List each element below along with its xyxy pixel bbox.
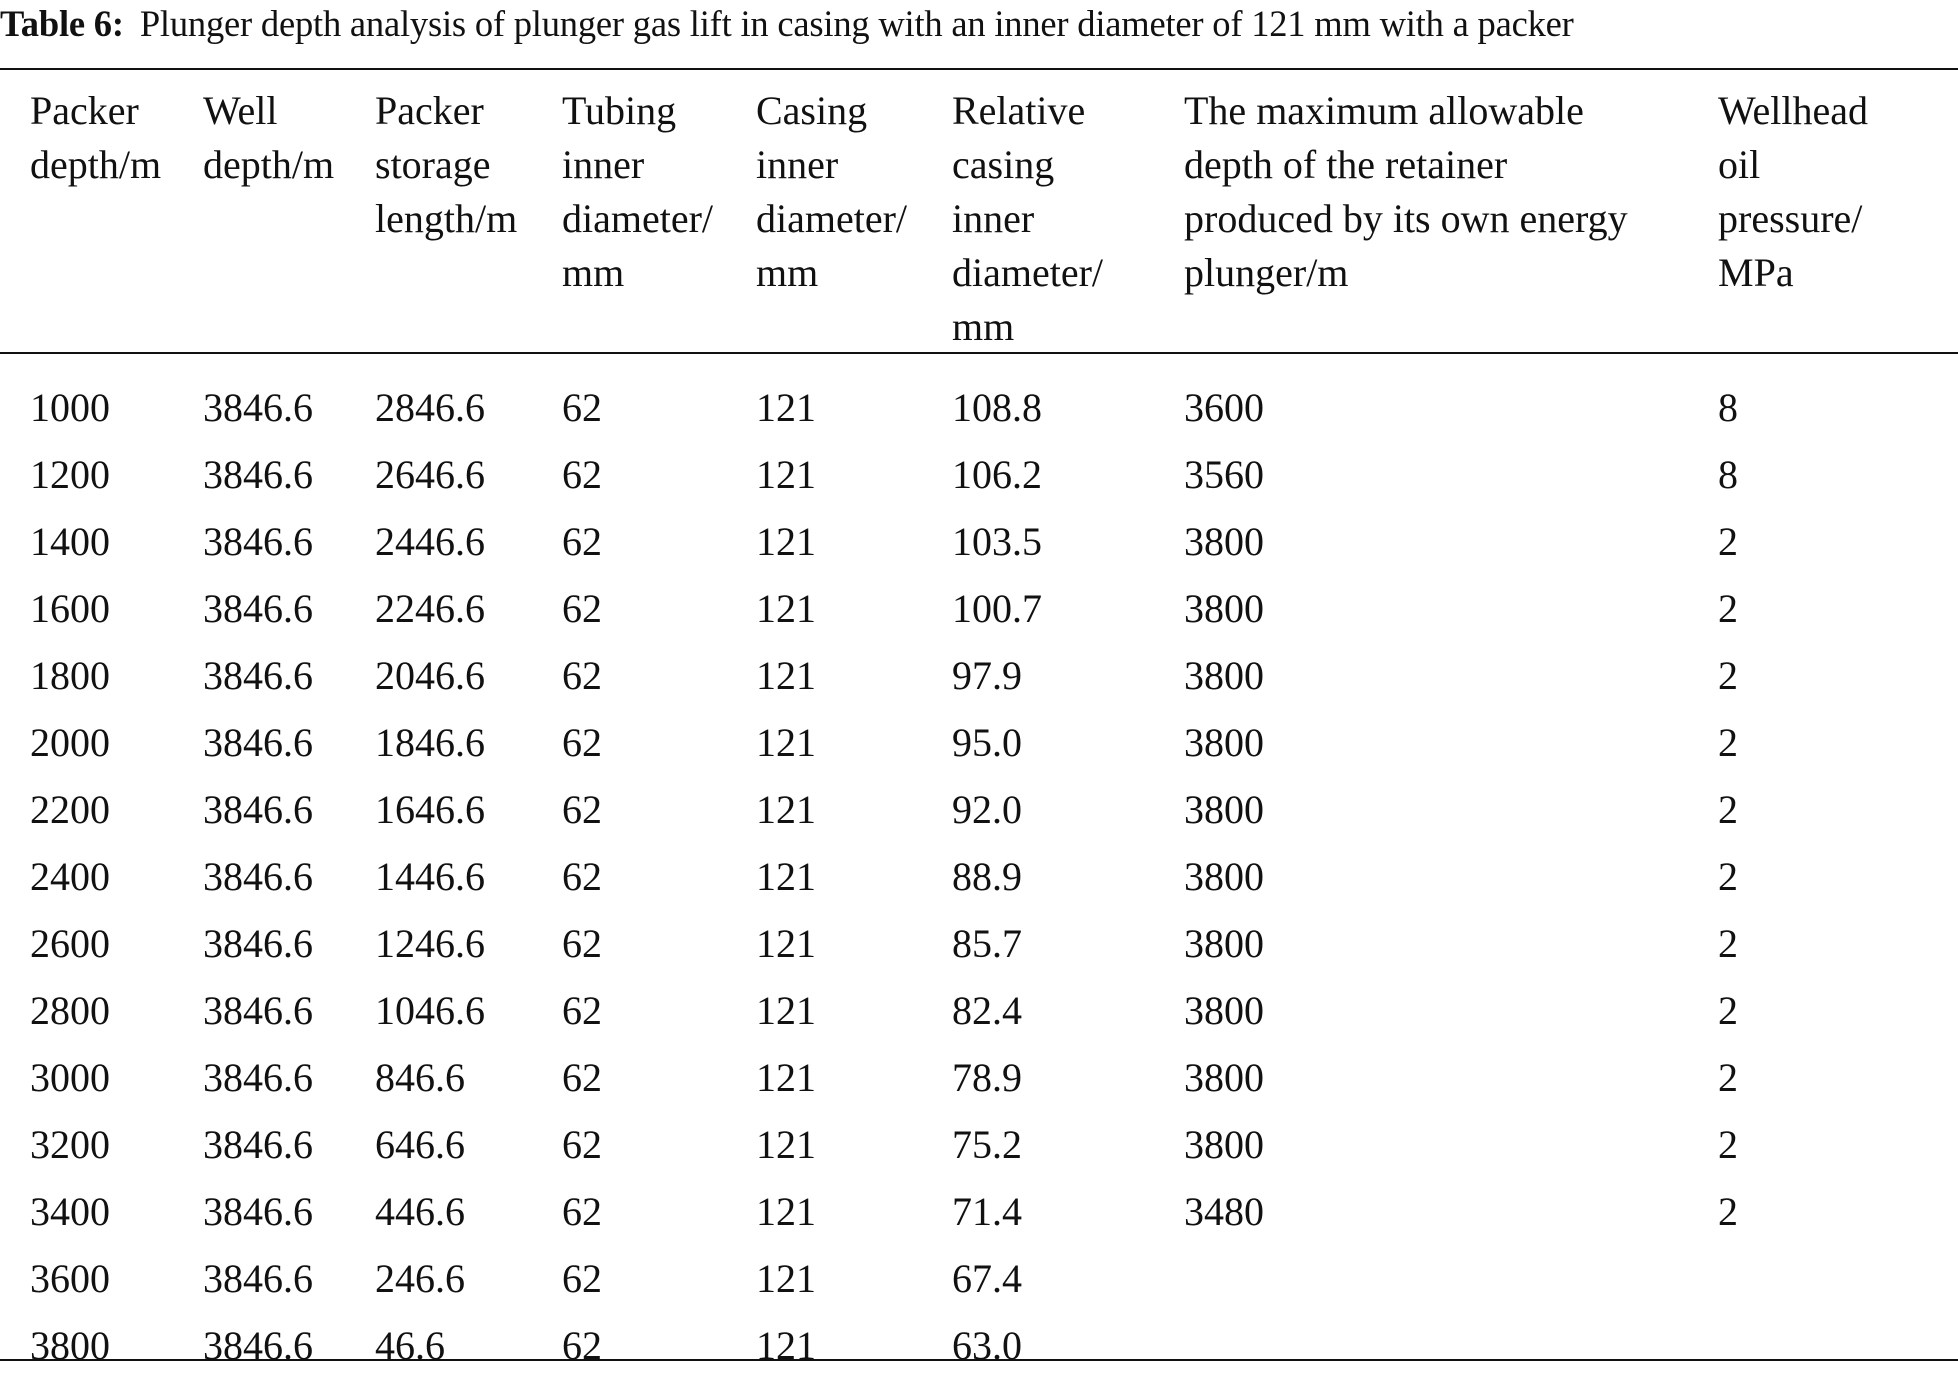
header-line: depth/m xyxy=(30,142,162,187)
table-header xyxy=(0,70,1958,366)
cell-value: 3800 xyxy=(1184,921,1264,966)
cell-value: 2 xyxy=(1718,586,1738,631)
cell-casing-inner-diameter xyxy=(756,977,952,1044)
cell-value: 2 xyxy=(1718,519,1738,564)
cell-well-depth xyxy=(203,910,375,977)
cell-wellhead-oil-pressure xyxy=(1718,642,1958,709)
table-row xyxy=(0,1312,1958,1379)
cell-wellhead-oil-pressure xyxy=(1718,843,1958,910)
cell-casing-inner-diameter xyxy=(756,1245,952,1312)
cell-value: 246.6 xyxy=(375,1256,465,1301)
cell-value: 3846.6 xyxy=(203,519,313,564)
cell-well-depth xyxy=(203,575,375,642)
cell-packer-depth xyxy=(0,1044,203,1111)
cell-packer-storage-length xyxy=(375,366,562,441)
cell-wellhead-oil-pressure xyxy=(1718,977,1958,1044)
data-table xyxy=(0,70,1958,1379)
cell-value: 3800 xyxy=(1184,1122,1264,1167)
header-line: Casing xyxy=(756,88,868,133)
cell-value: 3846.6 xyxy=(203,1189,313,1234)
cell-value: 2 xyxy=(1718,854,1738,899)
cell-max-allowable-retainer-depth xyxy=(1184,1044,1718,1111)
cell-packer-storage-length xyxy=(375,575,562,642)
cell-value: 3846.6 xyxy=(203,787,313,832)
header-packer-storage-length xyxy=(375,70,562,366)
cell-tubing-inner-diameter xyxy=(562,1044,756,1111)
cell-max-allowable-retainer-depth xyxy=(1184,1178,1718,1245)
cell-value: 2 xyxy=(1718,1189,1738,1234)
cell-value: 121 xyxy=(756,1189,816,1234)
cell-wellhead-oil-pressure xyxy=(1718,776,1958,843)
cell-value: 2 xyxy=(1718,921,1738,966)
cell-value: 3846.6 xyxy=(203,1055,313,1100)
cell-value: 106.2 xyxy=(952,452,1042,497)
cell-value: 62 xyxy=(562,854,602,899)
cell-value: 62 xyxy=(562,921,602,966)
cell-packer-storage-length xyxy=(375,1245,562,1312)
cell-packer-depth xyxy=(0,642,203,709)
cell-value: 62 xyxy=(562,720,602,765)
cell-wellhead-oil-pressure xyxy=(1718,508,1958,575)
cell-casing-inner-diameter xyxy=(756,843,952,910)
table-caption xyxy=(0,0,1958,62)
cell-tubing-inner-diameter xyxy=(562,441,756,508)
cell-value: 1846.6 xyxy=(375,720,485,765)
cell-value: 2646.6 xyxy=(375,452,485,497)
table-row xyxy=(0,843,1958,910)
cell-value: 121 xyxy=(756,1055,816,1100)
cell-casing-inner-diameter xyxy=(756,776,952,843)
cell-value: 2846.6 xyxy=(375,385,485,430)
cell-packer-storage-length xyxy=(375,977,562,1044)
table-row xyxy=(0,642,1958,709)
header-line: casing xyxy=(952,142,1055,187)
header-line: mm xyxy=(756,250,819,295)
cell-casing-inner-diameter xyxy=(756,366,952,441)
cell-tubing-inner-diameter xyxy=(562,1312,756,1379)
table-caption-text: Plunger depth analysis of plunger gas lift in casing with an inner diameter of 121 mm with a packer xyxy=(139,3,1574,44)
cell-packer-depth xyxy=(0,1178,203,1245)
header-line: depth of the retainer xyxy=(1184,142,1508,187)
header-line: inner xyxy=(952,196,1035,241)
header-line: storage xyxy=(375,142,491,187)
cell-value: 1400 xyxy=(30,519,110,564)
cell-casing-inner-diameter xyxy=(756,508,952,575)
cell-value: 121 xyxy=(756,586,816,631)
cell-max-allowable-retainer-depth xyxy=(1184,642,1718,709)
cell-value: 3600 xyxy=(30,1256,110,1301)
cell-well-depth xyxy=(203,1178,375,1245)
cell-value: 78.9 xyxy=(952,1055,1022,1100)
cell-value: 46.6 xyxy=(375,1323,445,1368)
header-line: MPa xyxy=(1718,250,1794,295)
cell-max-allowable-retainer-depth xyxy=(1184,366,1718,441)
cell-packer-storage-length xyxy=(375,1111,562,1178)
cell-value: 446.6 xyxy=(375,1189,465,1234)
cell-relative-casing-inner-diameter xyxy=(952,1111,1184,1178)
header-casing-inner-diameter xyxy=(756,70,952,366)
cell-value: 1200 xyxy=(30,452,110,497)
cell-value: 3480 xyxy=(1184,1189,1264,1234)
header-wellhead-oil-pressure xyxy=(1718,70,1958,366)
cell-value: 88.9 xyxy=(952,854,1022,899)
cell-value: 67.4 xyxy=(952,1256,1022,1301)
cell-value: 3800 xyxy=(1184,1055,1264,1100)
cell-value: 3800 xyxy=(1184,586,1264,631)
cell-value: 108.8 xyxy=(952,385,1042,430)
header-line: mm xyxy=(562,250,625,295)
cell-casing-inner-diameter xyxy=(756,1312,952,1379)
header-line: produced by its own energy xyxy=(1184,196,1628,241)
cell-value: 3800 xyxy=(1184,720,1264,765)
cell-value: 3846.6 xyxy=(203,653,313,698)
cell-value: 121 xyxy=(756,988,816,1033)
cell-value: 62 xyxy=(562,385,602,430)
cell-value: 3200 xyxy=(30,1122,110,1167)
cell-relative-casing-inner-diameter xyxy=(952,642,1184,709)
cell-value: 121 xyxy=(756,854,816,899)
cell-tubing-inner-diameter xyxy=(562,575,756,642)
header-line: Well xyxy=(203,88,278,133)
cell-value: 3846.6 xyxy=(203,452,313,497)
table-row xyxy=(0,441,1958,508)
cell-value: 846.6 xyxy=(375,1055,465,1100)
cell-value: 75.2 xyxy=(952,1122,1022,1167)
cell-value: 3000 xyxy=(30,1055,110,1100)
cell-well-depth xyxy=(203,366,375,441)
header-line: diameter/ xyxy=(562,196,714,241)
cell-value: 1246.6 xyxy=(375,921,485,966)
cell-value: 1000 xyxy=(30,385,110,430)
header-line: Tubing xyxy=(562,88,677,133)
cell-relative-casing-inner-diameter xyxy=(952,1245,1184,1312)
cell-packer-depth xyxy=(0,575,203,642)
cell-max-allowable-retainer-depth xyxy=(1184,977,1718,1044)
cell-max-allowable-retainer-depth xyxy=(1184,1111,1718,1178)
cell-tubing-inner-diameter xyxy=(562,1245,756,1312)
header-line: inner xyxy=(562,142,645,187)
header-line: plunger/m xyxy=(1184,250,1349,295)
cell-packer-depth xyxy=(0,441,203,508)
cell-packer-depth xyxy=(0,843,203,910)
table-row xyxy=(0,910,1958,977)
table-row xyxy=(0,1245,1958,1312)
table-row xyxy=(0,508,1958,575)
cell-relative-casing-inner-diameter xyxy=(952,709,1184,776)
cell-value: 121 xyxy=(756,1323,816,1368)
cell-value: 62 xyxy=(562,988,602,1033)
cell-tubing-inner-diameter xyxy=(562,366,756,441)
header-max-allowable-retainer-depth xyxy=(1184,70,1718,366)
cell-wellhead-oil-pressure xyxy=(1718,1044,1958,1111)
cell-relative-casing-inner-diameter xyxy=(952,776,1184,843)
cell-value: 2600 xyxy=(30,921,110,966)
cell-value: 62 xyxy=(562,787,602,832)
cell-max-allowable-retainer-depth xyxy=(1184,441,1718,508)
cell-wellhead-oil-pressure xyxy=(1718,1245,1958,1312)
cell-relative-casing-inner-diameter xyxy=(952,977,1184,1044)
cell-packer-storage-length xyxy=(375,709,562,776)
cell-value: 3846.6 xyxy=(203,586,313,631)
cell-max-allowable-retainer-depth xyxy=(1184,776,1718,843)
cell-value: 121 xyxy=(756,653,816,698)
header-line: Wellhead xyxy=(1718,88,1869,133)
cell-tubing-inner-diameter xyxy=(562,642,756,709)
cell-value: 3600 xyxy=(1184,385,1264,430)
cell-value: 2 xyxy=(1718,1122,1738,1167)
cell-value: 121 xyxy=(756,1122,816,1167)
cell-value: 3800 xyxy=(1184,854,1264,899)
cell-value: 1046.6 xyxy=(375,988,485,1033)
cell-value: 95.0 xyxy=(952,720,1022,765)
cell-packer-storage-length xyxy=(375,776,562,843)
header-line: The maximum allowable xyxy=(1184,88,1584,133)
cell-value: 62 xyxy=(562,586,602,631)
cell-value: 97.9 xyxy=(952,653,1022,698)
cell-packer-depth xyxy=(0,910,203,977)
cell-value: 121 xyxy=(756,720,816,765)
cell-casing-inner-diameter xyxy=(756,1111,952,1178)
cell-packer-depth xyxy=(0,508,203,575)
cell-value: 92.0 xyxy=(952,787,1022,832)
table-caption-label: Table 6: xyxy=(0,3,124,44)
cell-packer-storage-length xyxy=(375,1044,562,1111)
cell-value: 3560 xyxy=(1184,452,1264,497)
header-line: diameter/ xyxy=(756,196,908,241)
cell-max-allowable-retainer-depth xyxy=(1184,843,1718,910)
cell-casing-inner-diameter xyxy=(756,1044,952,1111)
cell-tubing-inner-diameter xyxy=(562,910,756,977)
cell-value: 1446.6 xyxy=(375,854,485,899)
header-line: depth/m xyxy=(203,142,335,187)
cell-value: 2800 xyxy=(30,988,110,1033)
cell-value: 2 xyxy=(1718,720,1738,765)
cell-wellhead-oil-pressure xyxy=(1718,366,1958,441)
cell-value: 3846.6 xyxy=(203,385,313,430)
header-row xyxy=(0,70,1958,366)
header-well-depth xyxy=(203,70,375,366)
cell-value: 85.7 xyxy=(952,921,1022,966)
cell-value: 62 xyxy=(562,1189,602,1234)
cell-max-allowable-retainer-depth xyxy=(1184,1245,1718,1312)
cell-value: 3800 xyxy=(30,1323,110,1368)
cell-value: 3846.6 xyxy=(203,1323,313,1368)
cell-value: 2200 xyxy=(30,787,110,832)
cell-casing-inner-diameter xyxy=(756,910,952,977)
cell-packer-depth xyxy=(0,1312,203,1379)
cell-value: 1600 xyxy=(30,586,110,631)
cell-packer-storage-length xyxy=(375,843,562,910)
header-line: oil xyxy=(1718,142,1761,187)
cell-value: 62 xyxy=(562,519,602,564)
cell-packer-depth xyxy=(0,366,203,441)
cell-value: 62 xyxy=(562,1323,602,1368)
cell-value: 3400 xyxy=(30,1189,110,1234)
cell-relative-casing-inner-diameter xyxy=(952,508,1184,575)
cell-tubing-inner-diameter xyxy=(562,776,756,843)
header-packer-depth xyxy=(0,70,203,366)
cell-wellhead-oil-pressure xyxy=(1718,709,1958,776)
cell-value: 2000 xyxy=(30,720,110,765)
cell-value: 121 xyxy=(756,1256,816,1301)
cell-casing-inner-diameter xyxy=(756,441,952,508)
cell-value: 3800 xyxy=(1184,653,1264,698)
cell-tubing-inner-diameter xyxy=(562,508,756,575)
cell-tubing-inner-diameter xyxy=(562,1178,756,1245)
cell-well-depth xyxy=(203,709,375,776)
cell-well-depth xyxy=(203,1044,375,1111)
cell-well-depth xyxy=(203,1312,375,1379)
cell-tubing-inner-diameter xyxy=(562,709,756,776)
cell-wellhead-oil-pressure xyxy=(1718,910,1958,977)
header-line: Packer xyxy=(375,88,484,133)
cell-relative-casing-inner-diameter xyxy=(952,843,1184,910)
cell-relative-casing-inner-diameter xyxy=(952,1044,1184,1111)
cell-value: 2446.6 xyxy=(375,519,485,564)
cell-value: 62 xyxy=(562,1122,602,1167)
cell-value: 121 xyxy=(756,385,816,430)
cell-packer-depth xyxy=(0,1111,203,1178)
table-row xyxy=(0,776,1958,843)
cell-packer-storage-length xyxy=(375,508,562,575)
cell-max-allowable-retainer-depth xyxy=(1184,910,1718,977)
cell-tubing-inner-diameter xyxy=(562,843,756,910)
cell-tubing-inner-diameter xyxy=(562,977,756,1044)
cell-value: 2046.6 xyxy=(375,653,485,698)
header-line: Packer xyxy=(30,88,139,133)
cell-value: 2 xyxy=(1718,1055,1738,1100)
header-tubing-inner-diameter xyxy=(562,70,756,366)
cell-packer-storage-length xyxy=(375,910,562,977)
header-line: inner xyxy=(756,142,839,187)
cell-relative-casing-inner-diameter xyxy=(952,366,1184,441)
table-row xyxy=(0,709,1958,776)
cell-well-depth xyxy=(203,843,375,910)
cell-value: 3800 xyxy=(1184,988,1264,1033)
cell-packer-depth xyxy=(0,1245,203,1312)
cell-well-depth xyxy=(203,1111,375,1178)
cell-value: 2 xyxy=(1718,988,1738,1033)
cell-casing-inner-diameter xyxy=(756,709,952,776)
cell-value: 62 xyxy=(562,1055,602,1100)
cell-value: 1646.6 xyxy=(375,787,485,832)
cell-packer-storage-length xyxy=(375,642,562,709)
cell-value: 3846.6 xyxy=(203,988,313,1033)
cell-max-allowable-retainer-depth xyxy=(1184,508,1718,575)
cell-value: 8 xyxy=(1718,385,1738,430)
cell-packer-depth xyxy=(0,776,203,843)
cell-value: 100.7 xyxy=(952,586,1042,631)
cell-value: 121 xyxy=(756,519,816,564)
cell-value: 2 xyxy=(1718,653,1738,698)
cell-wellhead-oil-pressure xyxy=(1718,575,1958,642)
table-row xyxy=(0,366,1958,441)
cell-packer-storage-length xyxy=(375,441,562,508)
cell-value: 3846.6 xyxy=(203,1122,313,1167)
header-line: length/m xyxy=(375,196,518,241)
cell-wellhead-oil-pressure xyxy=(1718,1312,1958,1379)
header-line: mm xyxy=(952,304,1015,349)
cell-well-depth xyxy=(203,1245,375,1312)
cell-relative-casing-inner-diameter xyxy=(952,575,1184,642)
header-line: Relative xyxy=(952,88,1086,133)
cell-value: 62 xyxy=(562,653,602,698)
cell-value: 3800 xyxy=(1184,519,1264,564)
cell-value: 62 xyxy=(562,1256,602,1301)
cell-value: 3846.6 xyxy=(203,921,313,966)
cell-value: 3846.6 xyxy=(203,854,313,899)
cell-casing-inner-diameter xyxy=(756,575,952,642)
cell-value: 2246.6 xyxy=(375,586,485,631)
table-row xyxy=(0,1111,1958,1178)
cell-max-allowable-retainer-depth xyxy=(1184,709,1718,776)
cell-well-depth xyxy=(203,977,375,1044)
cell-relative-casing-inner-diameter xyxy=(952,910,1184,977)
cell-relative-casing-inner-diameter xyxy=(952,441,1184,508)
cell-value: 3846.6 xyxy=(203,1256,313,1301)
cell-relative-casing-inner-diameter xyxy=(952,1312,1184,1379)
cell-well-depth xyxy=(203,441,375,508)
cell-value: 3800 xyxy=(1184,787,1264,832)
cell-well-depth xyxy=(203,508,375,575)
cell-casing-inner-diameter xyxy=(756,1178,952,1245)
cell-max-allowable-retainer-depth xyxy=(1184,1312,1718,1379)
cell-wellhead-oil-pressure xyxy=(1718,1178,1958,1245)
cell-wellhead-oil-pressure xyxy=(1718,1111,1958,1178)
cell-value: 8 xyxy=(1718,452,1738,497)
cell-value: 63.0 xyxy=(952,1323,1022,1368)
cell-tubing-inner-diameter xyxy=(562,1111,756,1178)
cell-max-allowable-retainer-depth xyxy=(1184,575,1718,642)
table-row xyxy=(0,1044,1958,1111)
cell-well-depth xyxy=(203,642,375,709)
cell-well-depth xyxy=(203,776,375,843)
cell-value: 82.4 xyxy=(952,988,1022,1033)
cell-value: 646.6 xyxy=(375,1122,465,1167)
cell-packer-depth xyxy=(0,977,203,1044)
cell-packer-storage-length xyxy=(375,1312,562,1379)
cell-value: 2400 xyxy=(30,854,110,899)
cell-value: 121 xyxy=(756,921,816,966)
table-row xyxy=(0,1178,1958,1245)
cell-relative-casing-inner-diameter xyxy=(952,1178,1184,1245)
cell-value: 71.4 xyxy=(952,1189,1022,1234)
header-relative-casing-inner-diameter xyxy=(952,70,1184,366)
table-body xyxy=(0,366,1958,1379)
table-row xyxy=(0,575,1958,642)
cell-value: 121 xyxy=(756,787,816,832)
cell-packer-depth xyxy=(0,709,203,776)
table-row xyxy=(0,977,1958,1044)
cell-value: 121 xyxy=(756,452,816,497)
cell-value: 2 xyxy=(1718,787,1738,832)
cell-wellhead-oil-pressure xyxy=(1718,441,1958,508)
cell-value: 1800 xyxy=(30,653,110,698)
cell-packer-storage-length xyxy=(375,1178,562,1245)
header-line: pressure/ xyxy=(1718,196,1863,241)
cell-value: 3846.6 xyxy=(203,720,313,765)
cell-value: 62 xyxy=(562,452,602,497)
header-line: diameter/ xyxy=(952,250,1104,295)
cell-casing-inner-diameter xyxy=(756,642,952,709)
cell-value: 103.5 xyxy=(952,519,1042,564)
